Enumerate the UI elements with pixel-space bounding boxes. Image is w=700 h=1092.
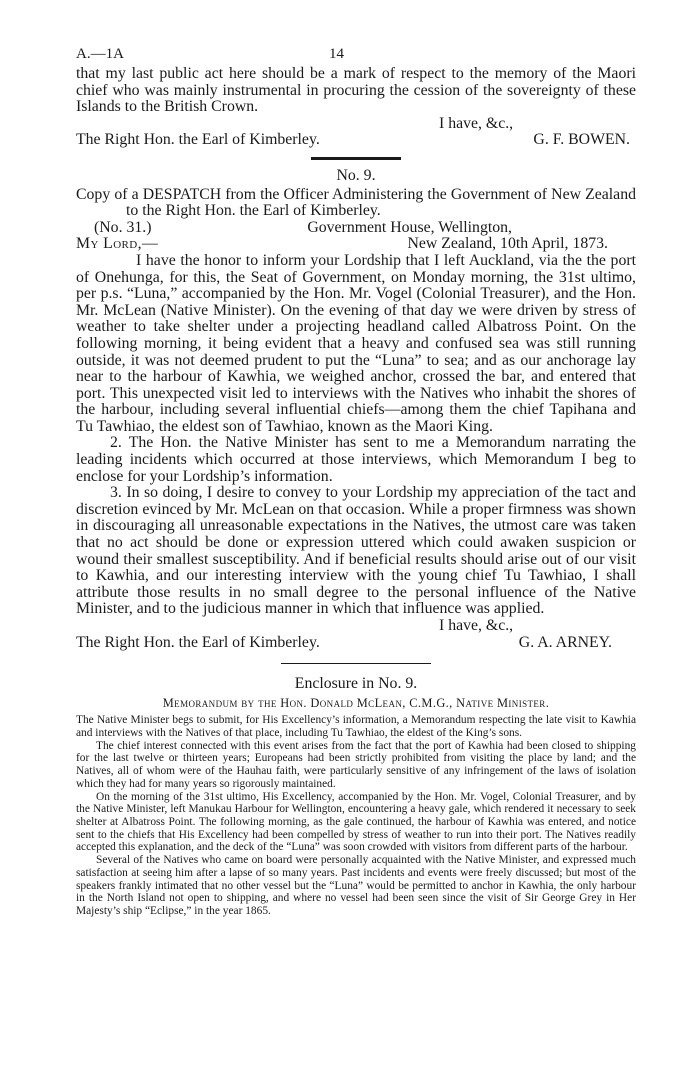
despatch-signoff xyxy=(76,635,636,652)
enclosure-heading: Enclosure in No. 9. xyxy=(294,675,418,693)
top-signature: G. F. BOWEN. xyxy=(533,131,630,149)
page-header xyxy=(76,46,636,66)
memo-paragraph-1: The Native Minister begs to submit, for His Excellency’s information, a Memorandum respecting the late visit to Kawhia and interviews with the Natives of that place, including Tu Tawhiao, the eldest of the King’s sons. xyxy=(76,714,636,740)
top-signoff xyxy=(76,132,636,149)
memo-title: Memorandum by the Hon. Donald McLean, C.M.G., Native Minister. xyxy=(162,695,550,710)
memo-paragraph-4: Several of the Natives who came on board were personally acquainted with the Native Minister, and expressed much satisfaction at seeing him after a lapse of so many years. Past incidents and events were freely discussed; but most of the speakers frankly intimated that no other vessel but the “Luna” would be permitted to anchor in Kawhia, the only harbour in the North Island not open to shipping, and where no vessel had been seen since the visit of Sir George Grey in Her Majesty’s ship “Eclipse,” in the year 1865. xyxy=(76,854,636,917)
despatch-salutation: My Lord,— xyxy=(76,235,159,253)
memo-body xyxy=(76,714,636,917)
despatch-header-row xyxy=(76,220,636,237)
enclosure-divider xyxy=(281,663,431,664)
despatch-salutation-row xyxy=(76,236,636,253)
document-code: A.—1A xyxy=(76,46,124,62)
despatch-signature: G. A. ARNEY. xyxy=(518,633,612,651)
despatch-paragraph-1: I have the honor to inform your Lordship that I left Auckland, via the the port of Onehunga, for this, the Seat of Government, on Monday morning, the 31st ultimo, per p.s. “Luna,” accompanied by the Hon. Mr. Vogel (Colonial Treasurer), and the Hon. Mr. McLean (Native Minister). On the evening of that day we were driven by stress of weather to take shelter under a projecting headland called Albatross Point. On the following morning, it being evident that a heavy and confused sea was still running outside, it was not deemed prudent to put the “Luna” to sea; and as our anchorage lay near to the harbour of Kawhia, we weighed anchor, crossed the bar, and entered that port. This unexpected visit led to interviews with the Natives who inhabit the shores of the harbour, including several influential chiefs—among them the chief Tapihana and Tu Tawhiao, the eldest son of Tawhiao, known as the Maori King. xyxy=(76,251,636,435)
despatch-date: New Zealand, 10th April, 1873. xyxy=(407,235,608,253)
despatch-number: No. 9. xyxy=(336,166,376,184)
despatch-title: Copy of a DESPATCH from the Officer Administering the Government of New Zealand to the Right Hon. the Earl of Kimberley. xyxy=(76,185,636,220)
despatch-paragraph-3: 3. In so doing, I desire to convey to your Lordship my appreciation of the tact and discretion evinced by Mr. McLean on that occasion. While a proper firmness was shown in discouraging all unreasonable expectations in the Natives, the utmost care was taken that no act should be done or expression uttered which could awaken suspicion or wound their smallest susceptibility. And if beneficial results should arise out of our visit to Kawhia, and our interesting interview with the young chief Tu Tawhiao, I shall attribute those results in no small degree to the personal influence of the Native Minister, and to the judicious manner in which that influence was applied. xyxy=(76,484,636,618)
top-closing: I have, &c., xyxy=(439,114,514,132)
despatch-place: Government House, Wellington, xyxy=(307,218,512,236)
section-divider xyxy=(311,157,401,160)
despatch xyxy=(76,168,636,651)
despatch-closing: I have, &c., xyxy=(439,617,514,634)
enclosure xyxy=(76,676,636,917)
top-letter-end xyxy=(76,66,636,149)
page-number: 14 xyxy=(329,46,344,62)
memo-paragraph-2: The chief interest connected with this event arises from the fact that the port of Kawhia had been closed to shipping for the last twelve or thirteen years; Europeans had been strictly prohibited from visiting the place by land; and the Natives, all of whom were of the Hauhau faith, were particularly sensitive of any infringement of the laws of isolation which they had for many years so rigorously maintained. xyxy=(76,739,636,790)
memo-paragraph-3: On the morning of the 31st ultimo, His Excellency, accompanied by the Hon. Mr. Vogel, Colonial Treasurer, and by the Native Minister, left Manukau Harbour for Wellington, encountering a heavy gale, which rendered it necessary to seek shelter at Albatross Point. The following morning, as the gale continued, the harbour of Kawhia was entered, and notice sent to the chiefs that His Excellency had been compelled by stress of weather to run into their port. The Natives readily accepted this explanation, and the deck of the “Luna” was soon crowded with visitors from different parts of the harbour. xyxy=(76,790,636,854)
document-page xyxy=(76,46,636,918)
top-paragraph: that my last public act here should be a mark of respect to the memory of the Maori chief who was mainly instrumental in procuring the cession of the sovereignty of these Islands to the British Crown. xyxy=(76,65,636,116)
top-addressee: The Right Hon. the Earl of Kimberley. xyxy=(76,131,320,149)
despatch-ref: (No. 31.) xyxy=(94,218,152,236)
despatch-paragraph-2: 2. The Hon. the Native Minister has sent to me a Memorandum narrating the leading incidents which occurred at those interviews, which Memorandum I beg to enclose for your Lordship’s information. xyxy=(76,434,636,485)
despatch-addressee: The Right Hon. the Earl of Kimberley. xyxy=(76,633,320,651)
